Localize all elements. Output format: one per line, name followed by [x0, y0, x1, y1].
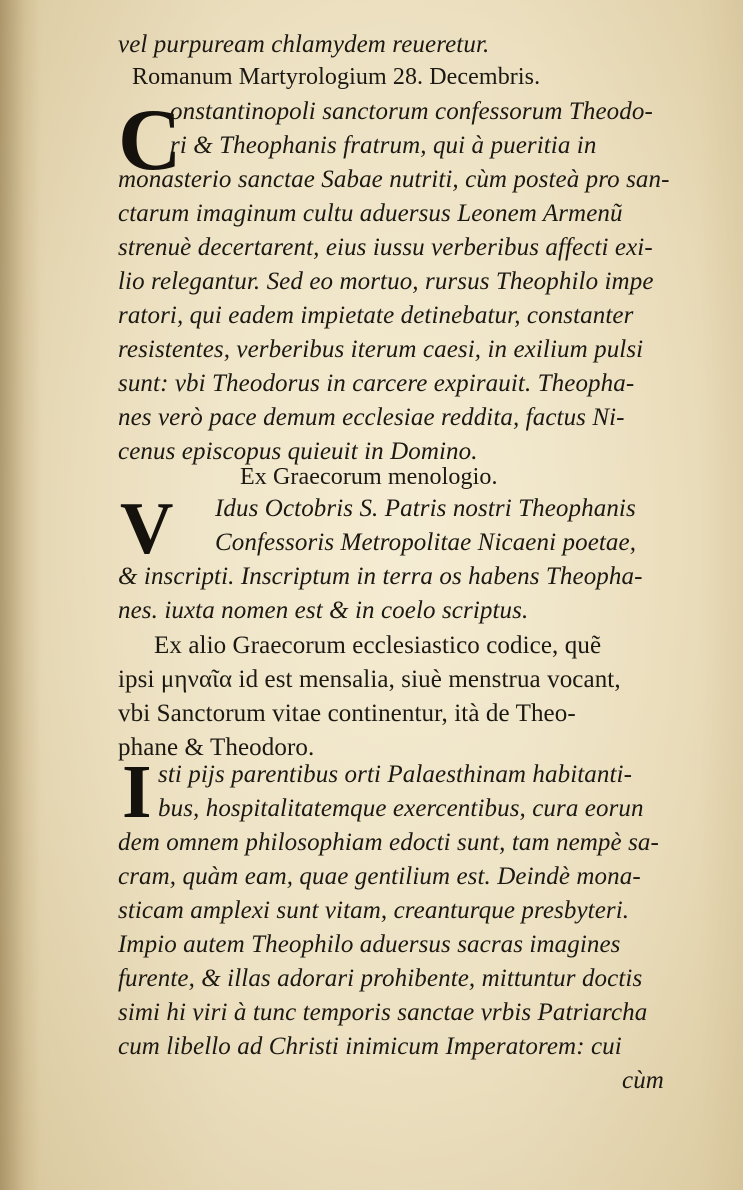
dropcap-v: V — [120, 488, 174, 570]
dropcap-c: C — [118, 92, 182, 189]
text-line-21: vbi Sanctorum vitae continentur, ità de Theo- — [118, 700, 576, 727]
text-line-9: ratori, qui eadem impietate detinebatur, constanter — [118, 302, 634, 329]
text-line-31: cum libello ad Christi inimicum Imperatorem: cui — [118, 1033, 622, 1060]
gutter-shadow — [0, 0, 40, 1190]
text-line-23: sti pijs parentibus orti Palaesthinam habitanti- — [158, 761, 633, 788]
text-line-6: ctarum imaginum cultu aduersus Leonem Armenũ — [118, 200, 623, 227]
text-line-1: vel purpuream chlamydem reueretur. — [118, 31, 490, 58]
text-line-27: sticam amplexi sunt vitam, creanturque presbyteri. — [118, 897, 630, 924]
text-line-4: ri & Theophanis fratrum, qui à pueritia in — [170, 132, 597, 159]
text-line-19: Ex alio Graecorum ecclesiastico codice, quẽ — [154, 632, 602, 659]
dropcap-i: I — [122, 750, 152, 834]
text-line-7: strenuè decertarent, eius iussu verberibus affecti exi- — [118, 234, 653, 261]
text-line-12: nes verò pace demum ecclesiae reddita, factus Ni- — [118, 404, 625, 431]
text-line-3: onstantinopoli sanctorum confessorum Theodo- — [170, 98, 653, 125]
text-line-13: cenus episcopus quieuit in Domino. — [118, 438, 478, 465]
text-line-29: furente, & illas adorari prohibente, mittuntur doctis — [118, 965, 643, 992]
heading-martyrologium: Romanum Martyrologium 28. Decembris. — [132, 64, 541, 90]
catchword: cùm — [622, 1067, 664, 1094]
text-line-18: nes. iuxta nomen est & in coelo scriptus. — [118, 597, 529, 624]
text-line-10: resistentes, verberibus iterum caesi, in exilium pulsi — [118, 336, 644, 363]
text-line-16: Confessoris Metropolitae Nicaeni poetae, — [215, 529, 637, 556]
text-line-30: simi hi viri à tunc temporis sanctae vrbis Patriarcha — [118, 999, 648, 1026]
text-line-11: sunt: vbi Theodorus in carcere expirauit. Theopha- — [118, 370, 635, 397]
text-line-17: & inscripti. Inscriptum in terra os habens Theopha- — [118, 563, 643, 590]
text-line-15: Idus Octobris S. Patris nostri Theophanis — [215, 495, 636, 522]
text-line-5: monasterio sanctae Sabae nutriti, cùm posteà pro san- — [118, 166, 670, 193]
text-line-24: bus, hospitalitatemque exercentibus, cura eorun — [158, 795, 644, 822]
text-line-20: ipsi μηναῖα id est mensalia, siuè menstrua vocant, — [118, 666, 621, 693]
text-line-26: cram, quàm eam, quae gentilium est. Deindè mona- — [118, 863, 641, 890]
text-line-22: phane & Theodoro. — [118, 734, 315, 761]
text-line-8: lio relegantur. Sed eo mortuo, rursus Theophilo impe — [118, 268, 654, 295]
text-line-28: Impio autem Theophilo aduersus sacras imagines — [118, 931, 621, 958]
heading-menologio: Ex Graecorum menologio. — [240, 464, 498, 490]
text-line-25: dem omnem philosophiam edocti sunt, tam nempè sa- — [118, 829, 659, 856]
